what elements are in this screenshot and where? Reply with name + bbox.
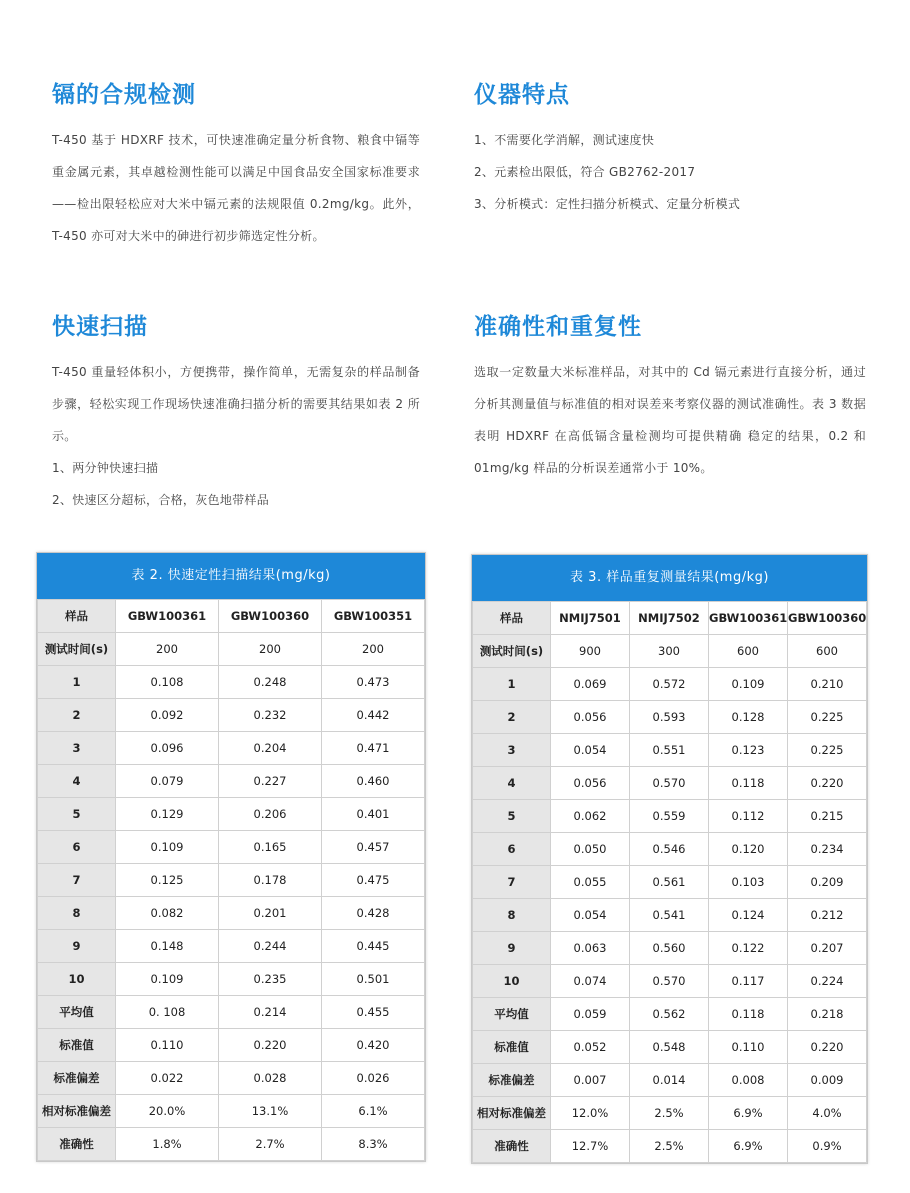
table-cell: 300 (630, 635, 709, 668)
table-cell: 0.209 (788, 866, 867, 899)
table-row (38, 963, 425, 996)
table-cell: 900 (551, 635, 630, 668)
table-cell: 200 (116, 633, 219, 666)
table-cell: 0.056 (551, 701, 630, 734)
table-cell: 0.103 (709, 866, 788, 899)
table-cell: 0.109 (116, 963, 219, 996)
row-header: 准确性 (473, 1130, 551, 1163)
table-cell: 0.457 (322, 831, 425, 864)
row-header: 7 (38, 864, 116, 897)
table-cell: 0.052 (551, 1031, 630, 1064)
table-cell: 0.212 (788, 899, 867, 932)
table-cell: 0.9% (788, 1130, 867, 1163)
table-cell: 0.244 (219, 930, 322, 963)
table-row (38, 864, 425, 897)
column-header: GBW100361 (709, 602, 788, 635)
table-row (473, 899, 867, 932)
table-cell: 0.548 (630, 1031, 709, 1064)
table-fast-scan-results (36, 552, 426, 1162)
table-cell: 0.235 (219, 963, 322, 996)
table-cell: 0.206 (219, 798, 322, 831)
row-header: 相对标准偏差 (473, 1097, 551, 1130)
table-row (38, 732, 425, 765)
section-title: 快速扫描 (52, 314, 148, 340)
row-header: 6 (473, 833, 551, 866)
table-cell: 0.220 (788, 767, 867, 800)
table-cell: 0.227 (219, 765, 322, 798)
table-cell: 0.079 (116, 765, 219, 798)
section-paragraph: T-450 基于 HDXRF 技术，可快速准确定量分析食物、粮食中镉等重金属元素，其卓越检测性能可以满足中国食品安全国家标准要求——检出限轻松应对大米中镉元素的法规限值 0.2mg/kg。此外，T-450 亦可对大米中的砷进行初步筛选定性分析。 (52, 133, 420, 243)
table-row (473, 767, 867, 800)
table-cell: 0.118 (709, 767, 788, 800)
row-header: 6 (38, 831, 116, 864)
table-cell: 0.225 (788, 701, 867, 734)
table-cell: 0.117 (709, 965, 788, 998)
table-cell: 0.123 (709, 734, 788, 767)
table-cell: 0.475 (322, 864, 425, 897)
table-cell: 0.546 (630, 833, 709, 866)
table-cell: 0.220 (788, 1031, 867, 1064)
table-cell: 0.201 (219, 897, 322, 930)
row-header: 8 (473, 899, 551, 932)
table-cell: 0.541 (630, 899, 709, 932)
table-cell: 0.572 (630, 668, 709, 701)
table-row (38, 798, 425, 831)
table-row (38, 996, 425, 1029)
table-cell: 0.551 (630, 734, 709, 767)
column-header: GBW100351 (322, 600, 425, 633)
table-cell: 0.129 (116, 798, 219, 831)
table-cell: 0.074 (551, 965, 630, 998)
table-cell: 0.210 (788, 668, 867, 701)
table-cell: 13.1% (219, 1095, 322, 1128)
table-row (473, 1064, 867, 1097)
table-cell: 6.1% (322, 1095, 425, 1128)
list-item: 1、不需要化学消解，测试速度快 (474, 133, 655, 147)
row-header: 平均值 (473, 998, 551, 1031)
row-header: 4 (473, 767, 551, 800)
table-cell: 0.109 (709, 668, 788, 701)
table-cell: 0.471 (322, 732, 425, 765)
table-cell: 0.232 (219, 699, 322, 732)
table-cell: 6.9% (709, 1097, 788, 1130)
table-cell: 600 (709, 635, 788, 668)
section-title: 镉的合规检测 (52, 82, 196, 108)
row-header: 5 (473, 800, 551, 833)
data-table (37, 599, 425, 1161)
table-cell: 0.128 (709, 701, 788, 734)
table-cell: 4.0% (788, 1097, 867, 1130)
section-title: 仪器特点 (474, 82, 570, 108)
table-cell: 12.0% (551, 1097, 630, 1130)
table-cell: 0.055 (551, 866, 630, 899)
table-cell: 0.460 (322, 765, 425, 798)
column-header: GBW100361 (116, 600, 219, 633)
table-cell: 0.059 (551, 998, 630, 1031)
table-cell: 0. 108 (116, 996, 219, 1029)
table-cell: 600 (788, 635, 867, 668)
table-cell: 0.560 (630, 932, 709, 965)
table-repeat-measurement-results (471, 554, 868, 1164)
table-cell: 2.7% (219, 1128, 322, 1161)
table-row (473, 1130, 867, 1163)
table-cell: 0.207 (788, 932, 867, 965)
table-cell: 0.082 (116, 897, 219, 930)
table-cell: 20.0% (116, 1095, 219, 1128)
table-row (38, 666, 425, 699)
row-header: 2 (473, 701, 551, 734)
table-cell: 0.112 (709, 800, 788, 833)
table-row (473, 1031, 867, 1064)
row-header: 4 (38, 765, 116, 798)
table-row (473, 833, 867, 866)
row-header: 5 (38, 798, 116, 831)
table-corner-header: 样品 (38, 600, 116, 633)
table-cell: 0.022 (116, 1062, 219, 1095)
table-cell: 0.559 (630, 800, 709, 833)
list-item: 3、分析模式：定性扫描分析模式、定量分析模式 (474, 197, 741, 211)
table-row (473, 668, 867, 701)
column-header: NMIJ7501 (551, 602, 630, 635)
row-header: 3 (473, 734, 551, 767)
table-row (473, 998, 867, 1031)
table-cell: 8.3% (322, 1128, 425, 1161)
row-header: 3 (38, 732, 116, 765)
table-cell: 0.110 (709, 1031, 788, 1064)
table-cell: 0.026 (322, 1062, 425, 1095)
column-header: GBW100360 (219, 600, 322, 633)
table-cell: 0.220 (219, 1029, 322, 1062)
table-cell: 2.5% (630, 1130, 709, 1163)
list-item: 2、元素检出限低，符合 GB2762-2017 (474, 165, 696, 179)
row-header: 准确性 (38, 1128, 116, 1161)
table-cell: 0.092 (116, 699, 219, 732)
table-cell: 0.054 (551, 899, 630, 932)
table-cell: 0.120 (709, 833, 788, 866)
table-cell: 0.570 (630, 965, 709, 998)
table-cell: 0.455 (322, 996, 425, 1029)
table-cell: 0.062 (551, 800, 630, 833)
table-cell: 0.593 (630, 701, 709, 734)
table-cell: 0.420 (322, 1029, 425, 1062)
table-row (473, 965, 867, 998)
section-cadmium-compliance (52, 80, 420, 252)
table-row (38, 1095, 425, 1128)
list-item: 2、快速区分超标，合格，灰色地带样品 (52, 493, 270, 507)
table-cell: 0.445 (322, 930, 425, 963)
row-header: 标准值 (473, 1031, 551, 1064)
table-cell: 0.054 (551, 734, 630, 767)
section-title: 准确性和重复性 (474, 314, 642, 340)
row-header: 8 (38, 897, 116, 930)
section-accuracy-repeatability (474, 312, 866, 484)
table-row (473, 701, 867, 734)
table-cell: 0.401 (322, 798, 425, 831)
table-row (473, 734, 867, 767)
table-cell: 0.108 (116, 666, 219, 699)
table-cell: 0.224 (788, 965, 867, 998)
table-row (38, 897, 425, 930)
table-row (473, 800, 867, 833)
table-cell: 0.007 (551, 1064, 630, 1097)
table-cell: 0.109 (116, 831, 219, 864)
table-cell: 2.5% (630, 1097, 709, 1130)
table-cell: 0.501 (322, 963, 425, 996)
table-cell: 0.009 (788, 1064, 867, 1097)
table-cell: 0.056 (551, 767, 630, 800)
row-header: 1 (473, 668, 551, 701)
row-header: 标准偏差 (473, 1064, 551, 1097)
section-paragraph: T-450 重量轻体积小，方便携带，操作简单，无需复杂的样品制备步骤，轻松实现工作现场快速准确扫描分析的需要其结果如表 2 所示。 (52, 365, 420, 443)
table-row (38, 1128, 425, 1161)
table-cell: 0.442 (322, 699, 425, 732)
table-cell: 0.234 (788, 833, 867, 866)
table-cell: 0.428 (322, 897, 425, 930)
table-cell: 0.248 (219, 666, 322, 699)
table-cell: 12.7% (551, 1130, 630, 1163)
table-row (38, 930, 425, 963)
table-header-row (38, 600, 425, 633)
table-row (473, 635, 867, 668)
table-caption: 表 3. 样品重复测量结果(mg/kg) (472, 555, 867, 601)
column-header: NMIJ7502 (630, 602, 709, 635)
table-cell: 0.122 (709, 932, 788, 965)
table-row (473, 1097, 867, 1130)
table-row (38, 831, 425, 864)
table-caption: 表 2. 快速定性扫描结果(mg/kg) (37, 553, 425, 599)
table-cell: 0.028 (219, 1062, 322, 1095)
table-cell: 0.148 (116, 930, 219, 963)
table-row (38, 699, 425, 732)
table-row (38, 765, 425, 798)
table-corner-header: 样品 (473, 602, 551, 635)
table-cell: 0.069 (551, 668, 630, 701)
row-header: 10 (38, 963, 116, 996)
row-header: 测试时间(s) (38, 633, 116, 666)
table-cell: 0.214 (219, 996, 322, 1029)
row-header: 平均值 (38, 996, 116, 1029)
table-cell: 0.473 (322, 666, 425, 699)
table-row (38, 1062, 425, 1095)
row-header: 9 (38, 930, 116, 963)
table-cell: 0.110 (116, 1029, 219, 1062)
table-cell: 0.218 (788, 998, 867, 1031)
row-header: 标准偏差 (38, 1062, 116, 1095)
table-row (473, 932, 867, 965)
table-cell: 0.225 (788, 734, 867, 767)
section-paragraph: 选取一定数量大米标准样品，对其中的 Cd 镉元素进行直接分析，通过分析其测量值与标准值的相对误差来考察仪器的测试准确性。表 3 数据表明 HDXRF 在高低镉含量检测均可提供精确 稳定的结果，0.2 和 01mg/kg 样品的分析误差通常小于 10%。 (474, 365, 866, 475)
table-cell: 0.178 (219, 864, 322, 897)
table-cell: 0.125 (116, 864, 219, 897)
table-header-row (473, 602, 867, 635)
section-fast-scan (52, 312, 420, 516)
row-header: 测试时间(s) (473, 635, 551, 668)
table-cell: 0.118 (709, 998, 788, 1031)
table-cell: 0.124 (709, 899, 788, 932)
section-instrument-features (474, 80, 866, 220)
row-header: 相对标准偏差 (38, 1095, 116, 1128)
list-item: 1、两分钟快速扫描 (52, 461, 159, 475)
row-header: 1 (38, 666, 116, 699)
table-row (38, 633, 425, 666)
table-cell: 0.570 (630, 767, 709, 800)
table-cell: 0.014 (630, 1064, 709, 1097)
table-cell: 0.096 (116, 732, 219, 765)
row-header: 7 (473, 866, 551, 899)
table-cell: 0.215 (788, 800, 867, 833)
table-cell: 200 (219, 633, 322, 666)
table-cell: 0.562 (630, 998, 709, 1031)
table-cell: 1.8% (116, 1128, 219, 1161)
column-header: GBW100360 (788, 602, 867, 635)
row-header: 标准值 (38, 1029, 116, 1062)
data-table (472, 601, 867, 1163)
table-cell: 6.9% (709, 1130, 788, 1163)
table-cell: 0.008 (709, 1064, 788, 1097)
table-cell: 0.165 (219, 831, 322, 864)
table-row (38, 1029, 425, 1062)
table-cell: 0.561 (630, 866, 709, 899)
row-header: 10 (473, 965, 551, 998)
table-cell: 0.063 (551, 932, 630, 965)
row-header: 2 (38, 699, 116, 732)
table-cell: 200 (322, 633, 425, 666)
table-cell: 0.050 (551, 833, 630, 866)
table-row (473, 866, 867, 899)
row-header: 9 (473, 932, 551, 965)
table-cell: 0.204 (219, 732, 322, 765)
